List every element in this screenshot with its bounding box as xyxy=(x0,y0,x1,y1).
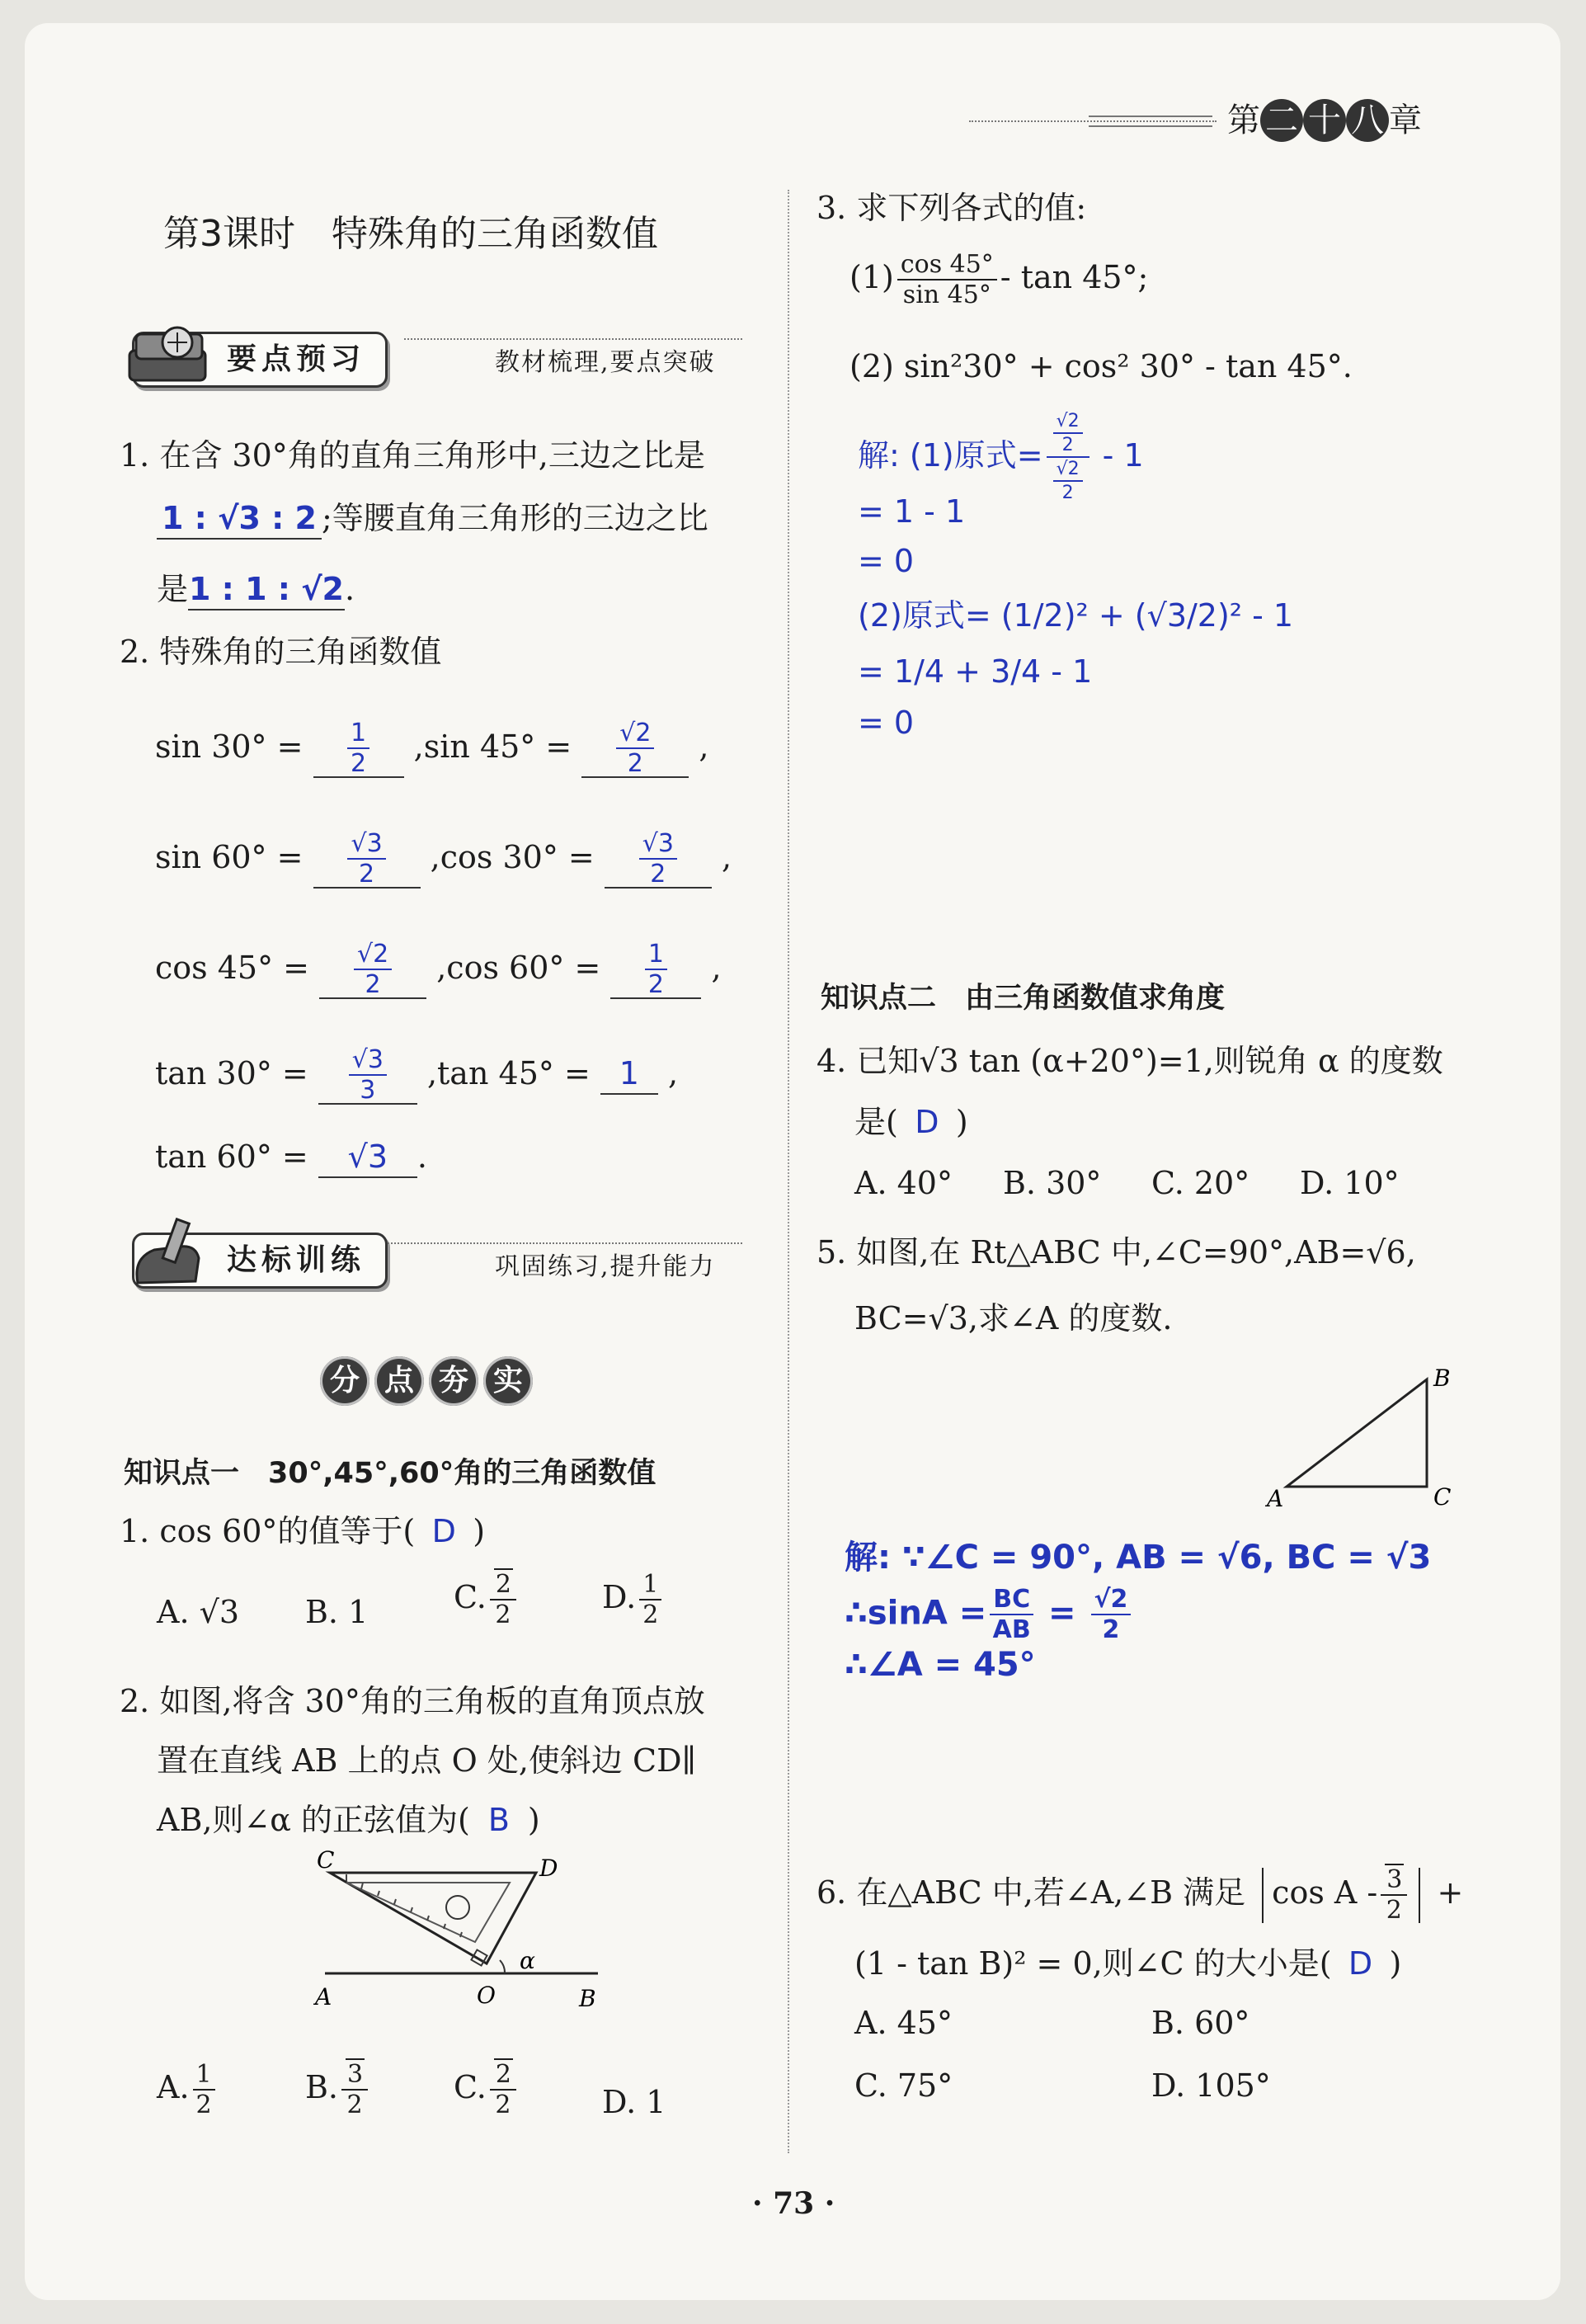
fig-label-d: D xyxy=(539,1855,558,1882)
kp2-title: 知识点二 由三角函数值求角度 xyxy=(821,982,1226,1015)
kp1-q2-line1: 2. 如图,将含 30°角的三角板的直角顶点放 xyxy=(120,1683,705,1719)
preview-q1-line1: 1. 在含 30°角的直角三角形中,三边之比是 xyxy=(120,437,705,474)
kp1-q1: 1. cos 60°的值等于( D ) xyxy=(120,1513,486,1549)
q3-solution-2: = 1 - 1 xyxy=(858,493,966,530)
fig-label-o: O xyxy=(477,1982,496,2009)
q6-opt-d: D. 105° xyxy=(1151,2067,1271,2104)
column-divider xyxy=(788,190,789,2153)
training-subtitle: 巩固练习,提升能力 xyxy=(495,1252,716,1281)
preview-q2: 2. 特殊角的三角函数值 xyxy=(120,634,442,670)
fig-label-a: A xyxy=(315,1983,332,2011)
chapter-header: 第 二 十 八 章 xyxy=(1227,97,1422,144)
book-icon xyxy=(125,318,214,394)
answer-q4: D xyxy=(915,1104,939,1140)
q3-solution-5: = 1/4 + 3/4 - 1 xyxy=(858,653,1093,690)
q5-solution-3: ∴∠A = 45° xyxy=(845,1646,1036,1684)
trig-row-4: tan 30° = $\frac{√3}{3}$ ,tan 45° = 1 , xyxy=(155,1045,679,1105)
q2-opt-d: D. 1 xyxy=(602,2084,666,2120)
kp2-q6-options xyxy=(854,2003,1514,2110)
q3-stem: 3. 求下列各式的值: xyxy=(817,190,1087,226)
circle-char-3: 夯 xyxy=(429,1356,478,1406)
circle-char-1: 分 xyxy=(320,1356,369,1406)
circle-char-2: 点 xyxy=(374,1356,424,1406)
q6-opt-c: C. 75° xyxy=(854,2067,953,2104)
answer-ratio-30: 1 : √3 : 2 xyxy=(157,498,322,540)
q2-opt-a: A. $\frac{1}{2}$ xyxy=(157,2062,219,2118)
kp1-title: 知识点一 30°,45°,60°角的三角函数值 xyxy=(124,1457,657,1490)
q1-opt-b: B. 1 xyxy=(305,1594,369,1630)
training-badge: 达标训练 xyxy=(132,1233,388,1289)
q3-part1: (1) $\frac{\cos 45^\circ}{\sin 45^\circ}$ - tan 45°; xyxy=(849,250,1149,309)
answer-q6: D xyxy=(1348,1945,1373,1982)
answer-q1: D xyxy=(431,1513,456,1549)
right-triangle-figure xyxy=(1262,1361,1468,1510)
preview-q1-line2: 1 : √3 : 2 ;等腰直角三角形的三边之比 xyxy=(157,498,708,540)
trig-row-1: sin 30° = $\frac{1}{2}$ ,sin 45° = $\frac{√2}{2}$ , xyxy=(155,719,709,778)
fig5-label-c: C xyxy=(1433,1483,1452,1510)
preview-q1-line3: 是1 : 1 : √2. xyxy=(157,569,355,610)
kp2-q6-line2: (1 - tan B)² = 0,则∠C 的大小是( D ) xyxy=(854,1945,1402,1982)
q1-opt-a: A. √3 xyxy=(157,1594,239,1630)
kp2-q5-line2: BC=√3,求∠A 的度数. xyxy=(854,1300,1173,1336)
q3-solution-4: (2)原式= (1/2)² + (√3/2)² - 1 xyxy=(858,597,1294,634)
abs-expression: cos A - $\frac{3}{2}$ xyxy=(1262,1868,1420,1923)
kp1-q2-line3: AB,则∠α 的正弦值为( B ) xyxy=(157,1802,540,1838)
q4-opt-b: B. 30° xyxy=(1003,1165,1102,1201)
fig-label-c: C xyxy=(317,1850,335,1874)
q4-opt-d: D. 10° xyxy=(1300,1165,1400,1201)
lesson-title: 第3课时 特殊角的三角函数值 xyxy=(163,213,658,255)
q1-opt-d: D. $\frac{1}{2}$ xyxy=(602,1572,665,1628)
trig-row-3: cos 45° = $\frac{√2}{2}$ ,cos 60° = $\frac{1}{2}$ , xyxy=(155,940,722,999)
header-rule-solid xyxy=(1089,115,1212,127)
chapter-num-2: 十 xyxy=(1303,99,1346,142)
section-circles xyxy=(320,1356,538,1406)
training-rule xyxy=(388,1242,742,1244)
q6-opt-a: A. 45° xyxy=(854,2005,953,2041)
q3-part2: (2) sin²30° + cos² 30° - tan 45°. xyxy=(849,348,1353,384)
q2-opt-c: C. $\frac{2}{2}$ xyxy=(454,2062,520,2118)
q6-opt-b: B. 60° xyxy=(1151,2005,1250,2041)
q2-opt-b: B. $\frac{3}{2}$ xyxy=(305,2062,371,2118)
q4-opt-c: C. 20° xyxy=(1151,1165,1250,1201)
kp2-q6-line1: 6. 在△ABC 中,若∠A,∠B 满足 cos A - $\frac{3}{2}$ + xyxy=(817,1865,1464,1925)
answer-ratio-45: 1 : 1 : √2 xyxy=(188,569,345,610)
q1-opt-c: C. $\frac{2}{2}$ xyxy=(454,1572,520,1628)
q4-opt-a: A. 40° xyxy=(854,1165,953,1201)
q3-solution-3: = 0 xyxy=(858,543,915,579)
pencil-hand-icon xyxy=(129,1217,212,1293)
triangle-ruler-figure xyxy=(313,1850,610,2015)
fig-label-alpha: α xyxy=(520,1947,535,1974)
fig5-label-a: A xyxy=(1267,1485,1284,1510)
fig-label-b: B xyxy=(579,1985,596,2012)
trig-row-2: sin 60° = $\frac{√3}{2}$ ,cos 30° = $\frac{√3}{2}$ , xyxy=(155,829,732,889)
kp2-q4-line1: 4. 已知√3 tan (α+20°)=1,则锐角 α 的度数 xyxy=(817,1043,1443,1079)
circle-char-4: 实 xyxy=(483,1356,533,1406)
q3-solution-1: 解: (1)原式= $\frac{\frac{√2}{2}}{\frac{√2}{2}}$ - 1 xyxy=(858,411,1144,503)
preview-badge: 要点预习 xyxy=(132,332,388,388)
preview-rule xyxy=(404,338,742,340)
preview-subtitle: 教材梳理,要点突破 xyxy=(495,348,716,377)
q5-solution-1: 解: ∵∠C = 90°, AB = √6, BC = √3 xyxy=(845,1539,1432,1577)
chapter-num-3: 八 xyxy=(1346,99,1389,142)
q3-solution-6: = 0 xyxy=(858,705,915,741)
kp1-q2-line2: 置在直线 AB 上的点 O 处,使斜边 CD∥ xyxy=(157,1742,697,1779)
answer-q2: B xyxy=(487,1802,510,1838)
trig-row-5: tan 60° = √3 . xyxy=(155,1137,427,1178)
page-number: · 73 · xyxy=(752,2186,835,2221)
fig5-label-b: B xyxy=(1433,1365,1451,1392)
kp2-q4-line2: 是( D ) xyxy=(854,1104,968,1140)
q5-solution-2: ∴sinA = $\frac{BC}{AB}$ = $\frac{√2}{2}$ xyxy=(845,1587,1134,1643)
chapter-num-1: 二 xyxy=(1260,99,1303,142)
kp2-q5-line1: 5. 如图,在 Rt△ABC 中,∠C=90°,AB=√6, xyxy=(817,1234,1416,1270)
